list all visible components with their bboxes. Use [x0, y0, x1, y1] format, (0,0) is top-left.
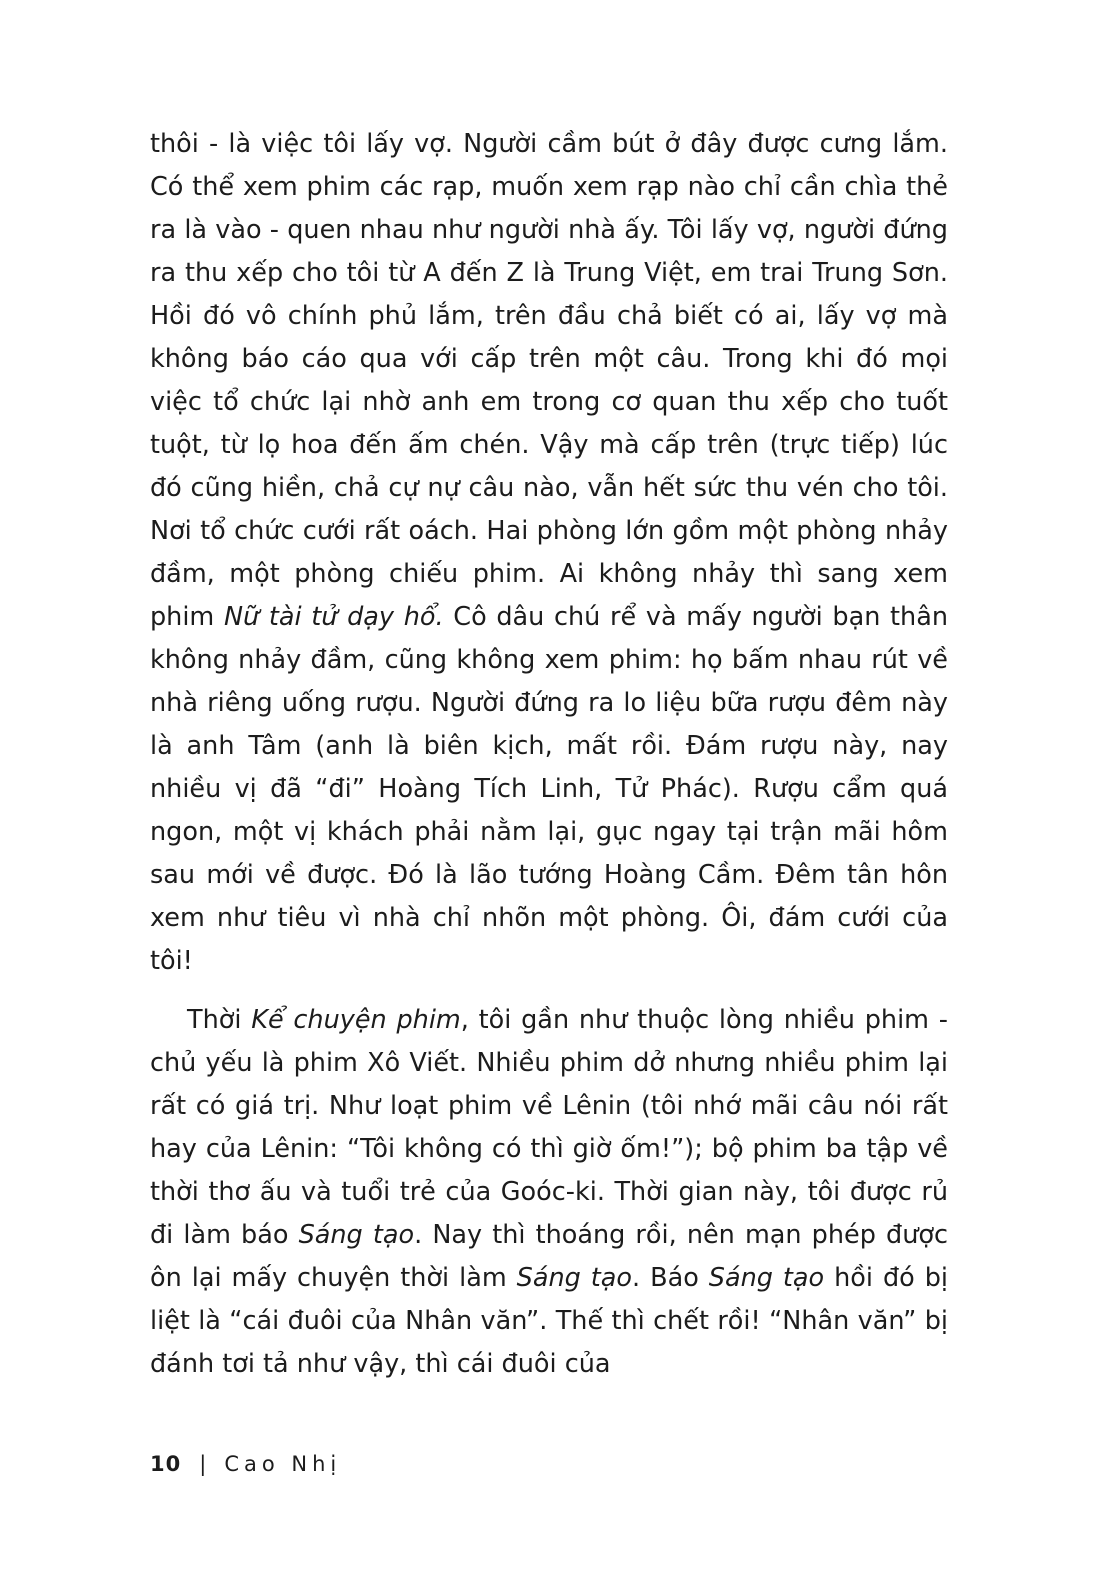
paragraph-wedding: [150, 123, 948, 983]
publication-title: Sáng tạo: [516, 1263, 633, 1293]
footer-separator: |: [199, 1452, 207, 1476]
paragraph-text: hồi đó bị liệt là “cái đuôi của Nhân văn”. Thế thì chết rồi! “Nhân văn” bị đánh tơi tả như vậy, thì cái đuôi của: [150, 1263, 948, 1379]
publication-title: Sáng tạo: [708, 1263, 825, 1293]
author-name: Cao Nhị: [224, 1452, 342, 1476]
page-footer: [150, 1448, 341, 1480]
paragraph-text: . Báo: [632, 1263, 709, 1293]
paragraph-text: , tôi gần như thuộc lòng nhiều phim - chủ yếu là phim Xô Viết. Nhiều phim dở nhưng nhiều phim lại rất có giá trị. Như loạt phim về Lênin (tôi nhớ mãi câu nói rất hay của Lênin: “Tôi không có thì giờ ốm!”); bộ phim ba tập về thời thơ ấu và tuổi trẻ của Goóc-ki. Thời gian này, tôi được rủ đi làm báo: [150, 1005, 949, 1250]
page-number: 10: [150, 1452, 182, 1476]
body-text: [150, 123, 948, 1386]
paragraph-text: thôi - là việc tôi lấy vợ. Người cầm bút ở đây được cưng lắm. Có thể xem phim các rạp, muốn xem rạp nào chỉ cần chìa thẻ ra là vào - quen nhau như người nhà ấy. Tôi lấy vợ, người đứng ra thu xếp cho tôi từ A đến Z là Trung Việt, em trai Trung Sơn. Hồi đó vô chính phủ lắm, trên đầu chả biết có ai, lấy vợ mà không báo cáo qua với cấp trên một câu. Trong khi đó mọi việc tổ chức lại nhờ anh em trong cơ quan thu xếp cho tuốt tuột, từ lọ hoa đến ấm chén. Vậy mà cấp trên (trực tiếp) lúc đó cũng hiền, chả cự nự câu nào, vẫn hết sức thu vén cho tôi. Nơi tổ chức cưới rất oách. Hai phòng lớn gồm một phòng nhảy đầm, một phòng chiếu phim. Ai không nhảy thì sang xem phim: [150, 129, 948, 632]
paragraph-films: [150, 999, 948, 1386]
paragraph-text: Thời: [187, 1005, 252, 1035]
paragraph-text: Cô dâu chú rể và mấy người bạn thân không nhảy đầm, cũng không xem phim: họ bấm nhau rút về nhà riêng uống rượu. Người đứng ra lo liệu bữa rượu đêm này là anh Tâm (anh là biên kịch, mất rồi. Đám rượu này, nay nhiều vị đã “đi” Hoàng Tích Linh, Tử Phác). Rượu cẩm quá ngon, một vị khách phải nằm lại, gục ngay tại trận mãi hôm sau mới về được. Đó là lão tướng Hoàng Cầm. Đêm tân hôn xem như tiêu vì nhà chỉ nhõn một phòng. Ôi, đám cưới của tôi!: [150, 602, 948, 976]
publication-title: Sáng tạo: [298, 1220, 415, 1250]
publication-title: Kể chuyện phim: [251, 1005, 461, 1035]
film-title: Nữ tài tử dạy hổ.: [223, 602, 444, 632]
paragraph-text: . Nay thì thoáng rồi, nên mạn phép được ôn lại mấy chuyện thời làm: [150, 1220, 948, 1293]
